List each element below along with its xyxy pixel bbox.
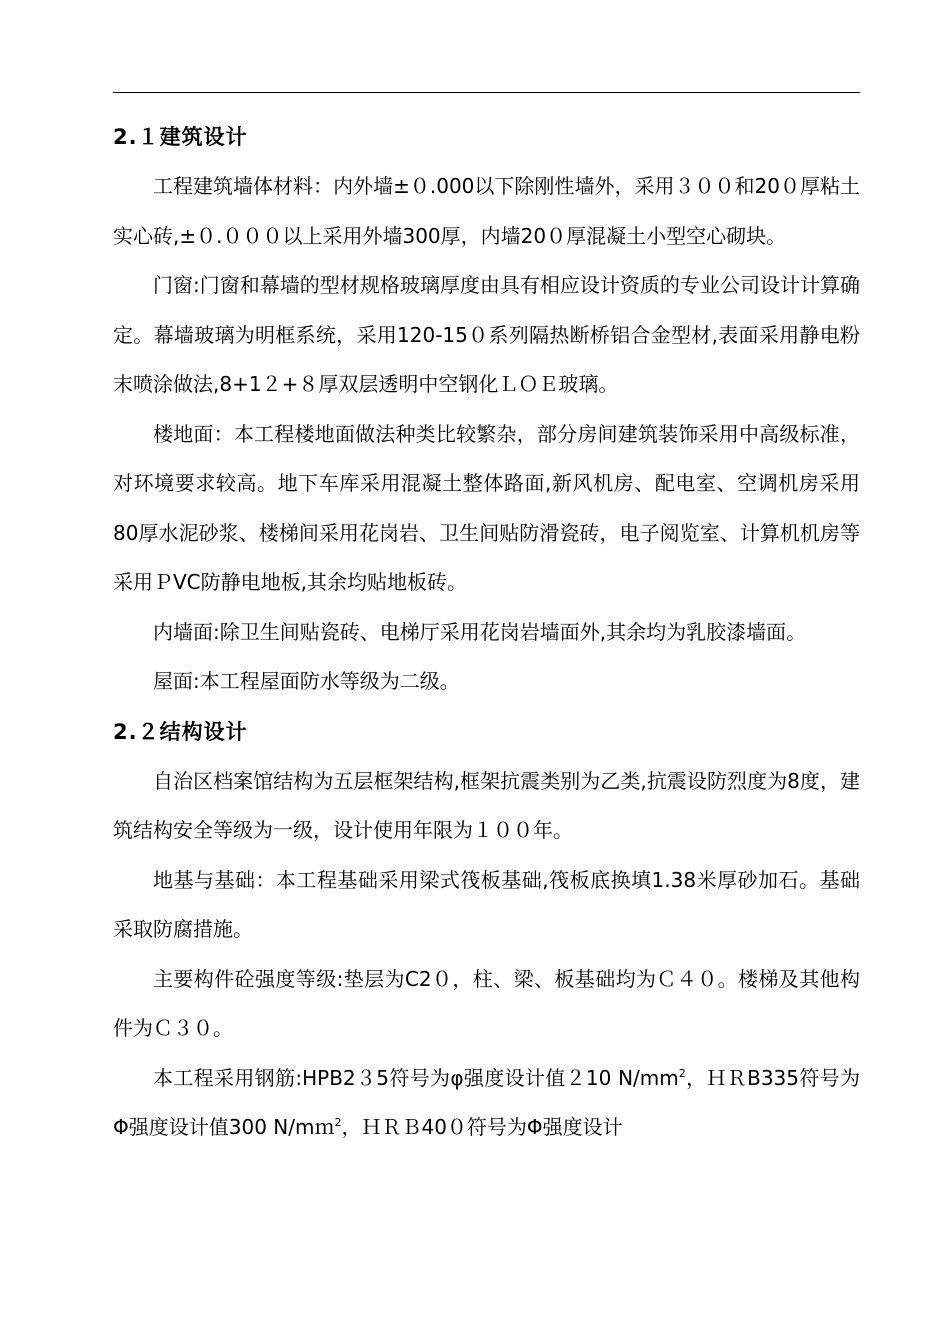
document-body <box>113 112 860 1153</box>
section-heading-structure: 2.２结构设计 <box>113 719 248 744</box>
rebar-superscript-2: 2 <box>334 1116 342 1129</box>
paragraph-roof: 屋面:本工程屋面防水等级为二级。 <box>153 669 460 693</box>
rebar-text-2: ，ＨＲB335符号为Φ强度设计值300 N/mｍ <box>113 1065 861 1139</box>
paragraph-foundation: 地基与基础：本工程基础采用梁式筏板基础,筏板底换填1.38米厚砂加石。基础采取防腐措施。 <box>113 867 860 941</box>
header-rule <box>113 92 860 93</box>
paragraph-doors-windows: 门窗:门窗和幕墙的型材规格玻璃厚度由具有相应设计资质的专业公司设计计算确定。幕墙玻璃为明框系统，采用120-15０系列隔热断桥铝合金型材,表面采用静电粉末喷涂做法,8+1２+８厚双层透明中空钢化ＬＯＥ玻璃。 <box>113 273 860 396</box>
paragraph-interior-walls: 内墙面:除卫生间贴瓷砖、电梯厅采用花岗岩墙面外,其余均为乳胶漆墙面。 <box>153 619 807 644</box>
section-heading-architecture: 2.１建筑设计 <box>113 125 248 149</box>
paragraph-rebar <box>113 1054 860 1153</box>
rebar-superscript-1: 2 <box>678 1066 686 1080</box>
paragraph-floors: 楼地面：本工程楼地面做法种类比较繁杂，部分房间建筑装饰采用中高级标准，对环境要求较高。地下车库采用混凝土整体路面,新风机房、配电室、空调机房采用80厚水泥砂浆、楼梯间采用花岗岩、卫生间贴防滑瓷砖，电子阅览室、计算机机房等采用ＰVC防静电地板,其余均贴地板砖。 <box>113 421 860 594</box>
paragraph-structure-system: 自治区档案馆结构为五层框架结构,框架抗震类别为乙类,抗震设防烈度为8度，建筑结构安全等级为一级，设计使用年限为１００年。 <box>113 768 860 842</box>
rebar-text-3: ，ＨＲＢ40０符号为Φ强度设计 <box>341 1115 623 1139</box>
paragraph-concrete-grades: 主要构件砼强度等级:垫层为C2０，柱、梁、板基础均为Ｃ４０。楼梯及其他构件为Ｃ３０。 <box>113 966 860 1040</box>
paragraph-wall-materials: 工程建筑墙体材料：内外墙±０.000以下除刚性墙外，采用３００和20０厚粘土实心砖,±０.０００以上采用外墙300厚，内墙20０厚混凝土小型空心砌块。 <box>113 174 860 248</box>
rebar-text-1: 本工程采用钢筋:HPB2３5符号为φ强度设计值２10 N/mm <box>153 1065 679 1090</box>
